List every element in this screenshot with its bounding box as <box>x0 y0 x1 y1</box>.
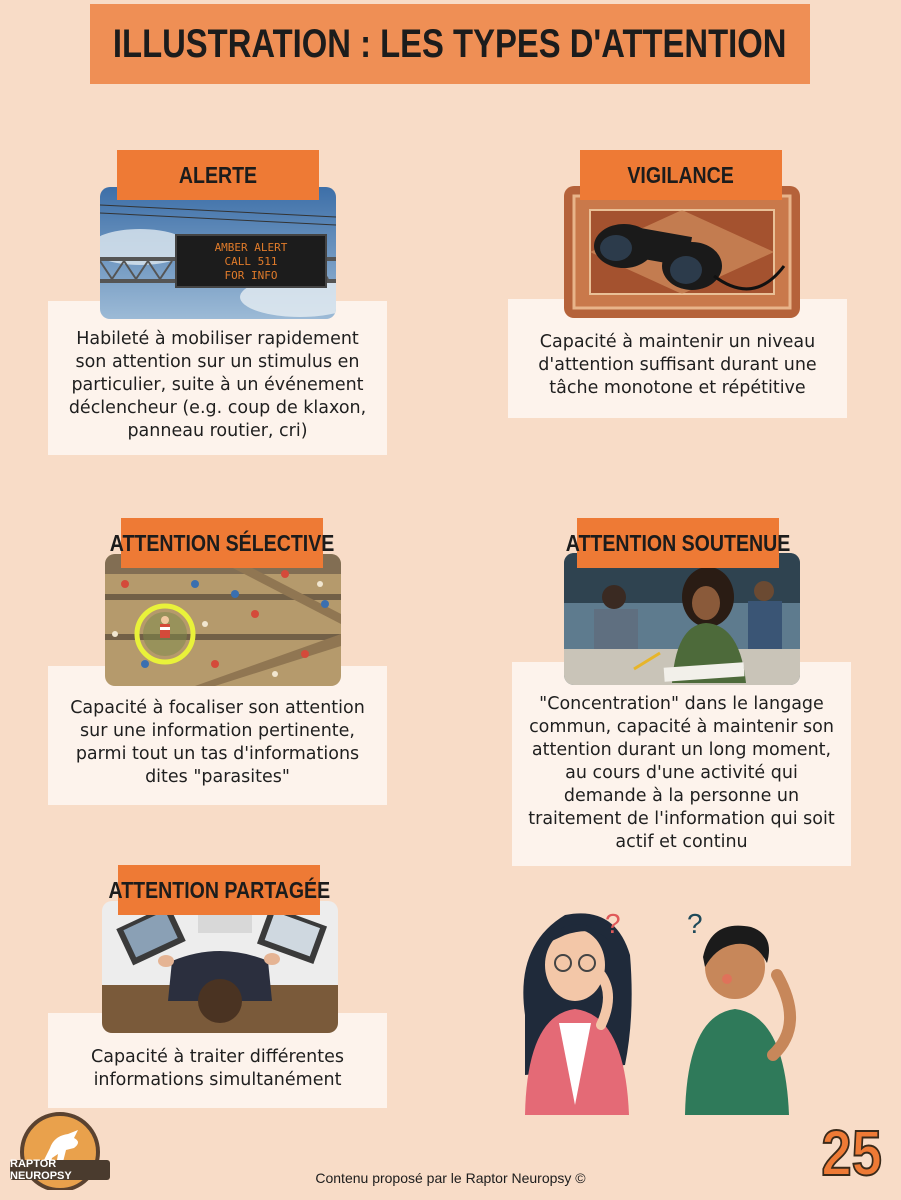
alert-sign-photo <box>100 187 336 319</box>
card-description-alerte: Habileté à mobiliser rapidement son attention sur un stimulus en particulier, suite à un événement déclencheur (e.g. coup de klaxon, panneau routier, cri) <box>48 301 387 455</box>
card-description-vigilance: Capacité à maintenir un niveau d'attention suffisant durant une tâche monotone et répétitive <box>508 299 847 418</box>
logo-text: RAPTOR NEUROPSY <box>10 1160 110 1180</box>
card-label-vigilance: VIGILANCE <box>580 150 782 200</box>
card-label-attention-partagee: ATTENTION PARTAGÉE <box>118 865 320 915</box>
page-title: ILLUSTRATION : LES TYPES D'ATTENTION <box>113 21 787 66</box>
card-description-attention-selective: Capacité à focaliser son attention sur une information pertinente, parmi tout un tas d'informations dites "parasites" <box>48 666 387 805</box>
sign-line-2: CALL 511 <box>224 255 278 268</box>
binoculars-photo <box>564 186 800 318</box>
card-description-attention-soutenue: "Concentration" dans le langage commun, capacité à maintenir son attention durant un long moment, au cours d'une activité qui demande à la personne un traitement de l'information qui soit actif et continu <box>512 662 851 866</box>
card-label-attention-soutenue: ATTENTION SOUTENUE <box>577 518 779 568</box>
thinking-people-illustration <box>505 905 825 1115</box>
question-mark-red: ? <box>605 908 621 939</box>
crowd-illustration <box>105 554 341 686</box>
question-mark-teal: ? <box>687 908 703 939</box>
sign-line-1: AMBER ALERT <box>214 241 288 254</box>
card-description-attention-partagee: Capacité à traiter différentes informations simultanément <box>48 1013 387 1108</box>
student-exam-photo <box>564 553 800 685</box>
card-label-attention-selective: ATTENTION SÉLECTIVE <box>121 518 323 568</box>
title-banner <box>90 4 810 84</box>
sign-line-3: FOR INFO <box>224 269 278 282</box>
multitasking-desk-photo <box>102 901 338 1033</box>
card-label-alerte: ALERTE <box>117 150 319 200</box>
page-number: 25 <box>821 1117 882 1189</box>
footer-credit: Contenu proposé par le Raptor Neuropsy © <box>315 1170 586 1186</box>
